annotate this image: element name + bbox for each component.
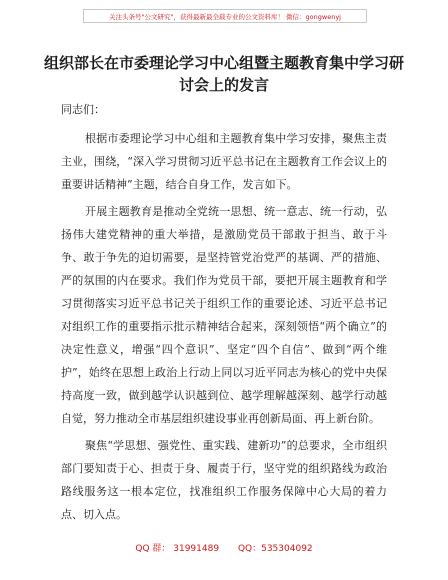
paragraph-2: 开展主题教育是推动全党统一思想、统一意志、统一行动，弘扬伟大建党精神的重大举措，是激励党员干部敢于担当、敢于斗争、敢于争先的迫切需要，是坚持管党治党严的基调、严的措施、严的氛围的内在要求。我们作为党员干部，要把开展主题教育和学习贯彻落实习近平总书记关于组织工作的重要论述、习近平总书记对组织工作的重要指示批示精神结合起来，深刻领悟“两个确立”的决定性意义，增强“四个意识”、坚定“四个自信”、做到“两个维护”，始终在思想上政治上行动上同以习近平同志为核心的党中央保持高度一致，做到越学认识越到位、越学理解越深刻、越学行动越自觉，努力推动全市基层组织建设事业再创新局面、再上新台阶。 [61,205,387,425]
promo-banner: 关注头条号"公文研究"，获得最新最全载专业的公文资料库！ 微信：gongwenyj [83,9,367,23]
document-title: 组织部长在市委理论学习中心组暨主题教育集中学习研讨会上的发言 [43,54,404,94]
document-body [61,98,387,530]
paragraph-1: 根据市委理论学习中心组和主题教育集中学习安排，聚焦主责主业，围绕，“深入学习贯彻习近平总书记在主题教育工作会议上的重要讲话精神”主题，结合自身工作，发言如下。 [61,132,387,191]
footer-qq-group: QQ 群： 31991489 [135,544,220,554]
paragraph-3: 聚焦“学思想、强党性、重实践、建新功”的总要求，全市组织部门要知责于心、担责于身、履责于行，坚守党的组织路线为政治路线服务这一根本定位，找准组织工作服务保障中心大局的着力点、切入点。 [61,439,387,521]
footer-qq: QQ：535304092 [237,544,313,554]
page-footer [0,541,448,554]
greeting: 同志们： [61,103,105,116]
